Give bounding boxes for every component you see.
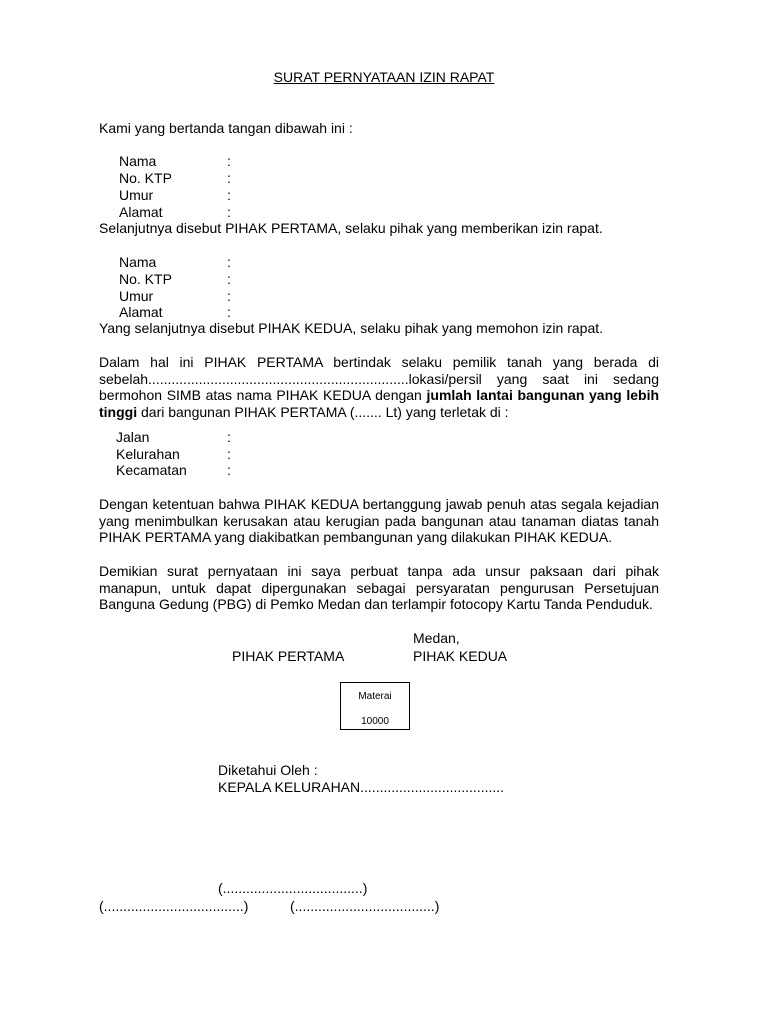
field-colon: : (227, 446, 231, 462)
party1-statement: Selanjutnya disebut PIHAK PERTAMA, selaku pihak yang memberikan izin rapat. (99, 220, 603, 236)
field-colon: : (227, 170, 231, 186)
closing-paragraph: Demikian surat pernyataan ini saya perbuat tanpa ada unsur paksaan dari pihak manapun, untuk dapat dipergunakan sebagai persyaratan pengurusan Persetujuan Banguna Gedung (PBG) di Pemko Medan dan terlampir fotocopy Kartu Tanda Penduduk. (99, 563, 659, 613)
field-colon: : (227, 304, 231, 320)
liability-paragraph: Dengan ketentuan bahwa PIHAK KEDUA bertanggung jawab penuh atas segala kejadian yang menimbulkan kerusakan atau kerugian pada bangunan atau tanaman diatas tanah PIHAK PERTAMA yang diakibatkan pembangunan yang dilakukan PIHAK KEDUA. (99, 496, 659, 546)
stamp-label: Materai (358, 691, 392, 702)
field-colon: : (227, 462, 231, 478)
acknowledged-by: Diketahui Oleh : (218, 762, 318, 778)
field-label: Alamat (119, 304, 163, 320)
field-colon: : (227, 271, 231, 287)
field-label: Umur (119, 187, 154, 203)
location-paragraph (99, 354, 659, 420)
field-label: Alamat (119, 204, 163, 220)
field-label: No. KTP (119, 271, 172, 287)
sign-party2-label: PIHAK KEDUA (413, 648, 508, 664)
field-colon: : (227, 153, 231, 169)
field-colon: : (227, 429, 231, 445)
field-label: Kelurahan (116, 446, 180, 462)
stamp-value: 10000 (361, 716, 389, 727)
kelurahan-head: KEPALA KELURAHAN..................................... (218, 779, 505, 795)
party2-statement: Yang selanjutnya disebut PIHAK KEDUA, selaku pihak yang memohon izin rapat. (99, 320, 604, 336)
paragraph-text-end: dari bangunan PIHAK PERTAMA (....... Lt) yang terletak di : (137, 403, 509, 420)
paragraph-bold-text: jumlah lantai bangunan yang lebih tinggi (99, 387, 660, 420)
field-label: Nama (119, 254, 157, 270)
signature-line-left: (....................................) (99, 898, 249, 914)
field-label: Jalan (116, 429, 150, 445)
place-date: Medan, (413, 630, 460, 646)
signature-line-right: (....................................) (290, 898, 440, 914)
intro-text: Kami yang bertanda tangan dibawah ini : (99, 120, 353, 136)
field-colon: : (227, 204, 231, 220)
field-colon: : (227, 254, 231, 270)
sign-party1-label: PIHAK PERTAMA (232, 648, 345, 664)
signature-line-center: (....................................) (218, 880, 368, 896)
field-label: No. KTP (119, 170, 172, 186)
field-label: Umur (119, 288, 154, 304)
field-label: Nama (119, 153, 157, 169)
paragraph-text: Dalam hal ini PIHAK PERTAMA bertindak selaku pemilik tanah yang berada di sebelah...................................................................lokasi/persil yang saat ini sedang bermohon SIMB atas nama PIHAK KEDUA dengan (99, 354, 659, 404)
stamp-box (340, 682, 410, 730)
document-title: SURAT PERNYATAAN IZIN RAPAT (273, 69, 495, 85)
field-label: Kecamatan (116, 462, 187, 478)
field-colon: : (227, 288, 231, 304)
field-colon: : (227, 187, 231, 203)
